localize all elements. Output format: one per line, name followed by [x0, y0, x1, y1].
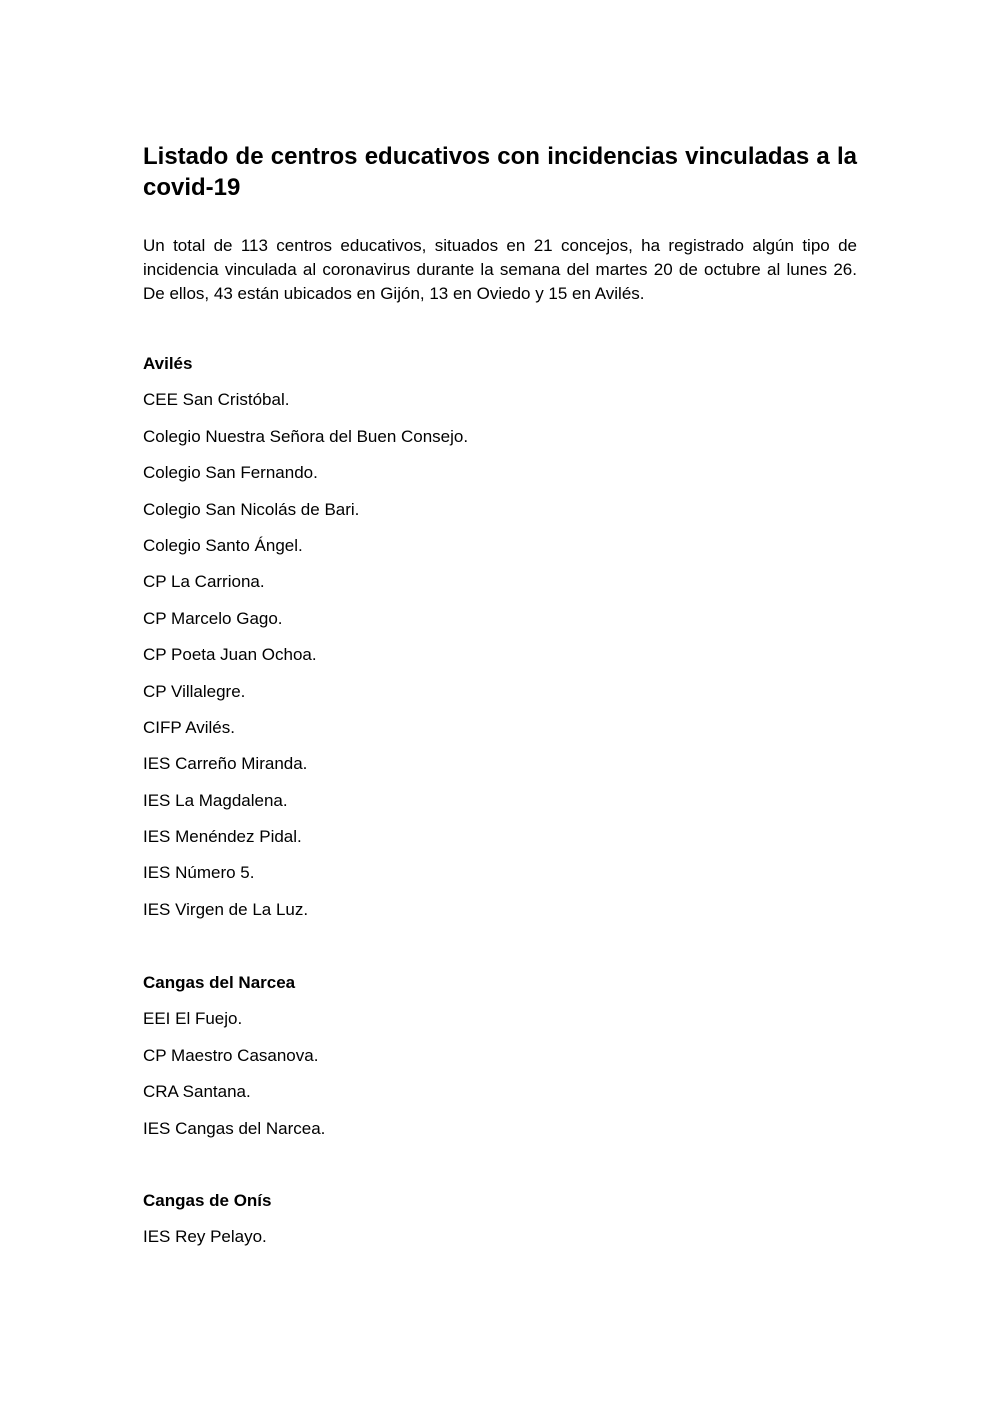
list-item: IES Rey Pelayo.: [143, 1227, 267, 1247]
list-item: CEE San Cristóbal.: [143, 390, 290, 410]
school-list: [143, 1001, 857, 1147]
list-item: IES Virgen de La Luz.: [143, 899, 309, 919]
list-item: EEI El Fuejo.: [143, 1009, 243, 1029]
section-heading: Cangas del Narcea: [143, 973, 296, 992]
list-item: IES Número 5.: [143, 863, 255, 883]
intro-paragraph: Un total de 113 centros educativos, situados en 21 concejos, ha registrado algún tipo de incidencia vinculada al coronavirus durante la semana del martes 20 de octubre al lunes 26. De ellos, 43 están ubicados en Gijón, 13 en Oviedo y 15 en Avilés.: [143, 236, 857, 303]
list-item: Colegio San Fernando.: [143, 463, 318, 483]
list-item: CRA Santana.: [143, 1082, 251, 1102]
section-cangas-del-narcea: [143, 965, 857, 1147]
list-item: IES La Magdalena.: [143, 790, 288, 810]
list-item: IES Cangas del Narcea.: [143, 1118, 326, 1138]
list-item: CP Maestro Casanova.: [143, 1045, 319, 1065]
section-heading: Cangas de Onís: [143, 1191, 272, 1210]
list-item: IES Carreño Miranda.: [143, 754, 308, 774]
list-item: Colegio Nuestra Señora del Buen Consejo.: [143, 426, 469, 446]
section-heading: Avilés: [143, 354, 193, 373]
list-item: Colegio San Nicolás de Bari.: [143, 499, 360, 519]
list-item: CIFP Avilés.: [143, 717, 235, 737]
list-item: IES Menéndez Pidal.: [143, 827, 302, 847]
section-aviles: [143, 346, 857, 928]
list-item: CP Marcelo Gago.: [143, 608, 283, 628]
list-item: Colegio Santo Ángel.: [143, 535, 303, 555]
school-list: [143, 1219, 857, 1255]
list-item: CP Poeta Juan Ochoa.: [143, 645, 317, 665]
list-item: CP La Carriona.: [143, 572, 265, 592]
list-item: CP Villalegre.: [143, 681, 246, 701]
school-list: [143, 382, 857, 928]
document-title: Listado de centros educativos con incidencias vinculadas a la covid-19: [143, 143, 857, 201]
section-cangas-de-onis: [143, 1183, 857, 1256]
